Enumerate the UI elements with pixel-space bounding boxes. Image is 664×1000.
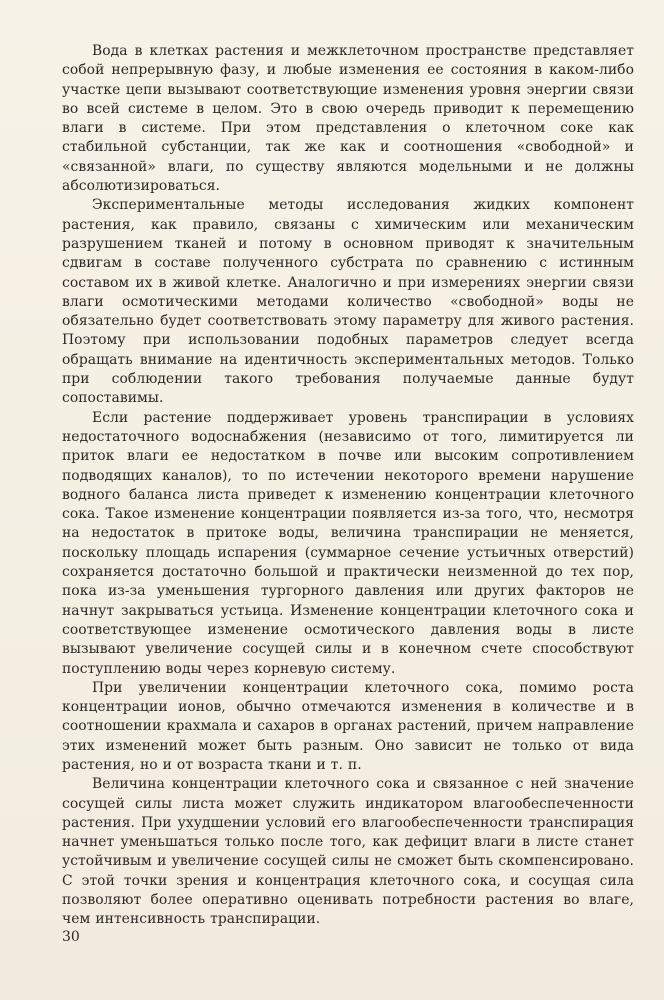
paragraph-5: Величина концентрации клеточного сока и связанное с ней значение сосущей силы листа может служить индикатором влагообеспеченности растения. При ухудшении условий его влагообеспеченности транспирация начнет уменьшаться только после того, как дефицит влаги в листе станет устойчивым и увеличение сосущей силы не сможет быть скомпенсировано. С этой точки зрения и концентрация клеточного сока, и сосущая сила позволяют более оперативно оценивать потребности растения во влаге, чем интенсивность транспирации.	[62, 776, 634, 928]
body-text	[62, 42, 634, 930]
page-number: 30	[62, 929, 80, 945]
paragraph-2: Экспериментальные методы исследования жидких компонент растения, как правило, связаны с химическим или механическим разрушением тканей и потому в основном приводят к значительным сдвигам в составе полученного субстрата по сравнению с истинным составом их в живой клетке. Аналогично и при измерениях энергии связи влаги осмотическими методами количество «свободной» воды не обязательно будет соответствовать этому параметру для живого растения. Поэтому при использовании подобных параметров следует всегда обращать внимание на идентичность экспериментальных методов. Только при соблюдении такого требования получаемые данные будут сопоставимы.	[62, 197, 634, 407]
paragraph-3: Если растение поддерживает уровень транспирации в условиях недостаточного водоснабжения (независимо от того, лимитируется ли приток влаги ее недостатком в почве или высоким сопротивлением подводящих каналов), то по истечении некоторого времени нарушение водного баланса листа приведет к изменению концентрации клеточного сока. Такое изменение концентрации появляется из-за того, что, несмотря на недостаток в притоке воды, величина транспирации не меняется, поскольку площадь испарения (суммарное сечение устьичных отверстий) сохраняется достаточно большой и практически неизменной до тех пор, пока из-за уменьшения тургорного давления или других факторов не начнут закрываться устьица. Изменение концентрации клеточного сока и соответствующее изменение осмотического давления воды в листе вызывают увеличение сосущей силы и в конечном счете способствуют поступлению воды через корневую систему.	[62, 409, 634, 677]
paragraph-4: При увеличении концентрации клеточного сока, помимо роста концентрации ионов, обычно отмечаются изменения в количестве и в соотношении крахмала и сахаров в органах растений, причем направление этих изменений может быть разным. Оно зависит не только от вида растения, но и от возраста ткани и т. п.	[62, 679, 634, 773]
paragraph-1: Вода в клетках растения и межклеточном пространстве представляет собой непрерывную фазу, и любые изменения ее состояния в каком-либо участке цепи вызывают соответствующие изменения уровня энергии связи во всей системе в целом. Это в свою очередь приводит к перемещению влаги в системе. При этом представления о клеточном соке как стабильной субстанции, так же как и соотношения «свободной» и «связанной» влаги, по существу являются модельными и не должны абсолютизироваться.	[62, 43, 634, 195]
